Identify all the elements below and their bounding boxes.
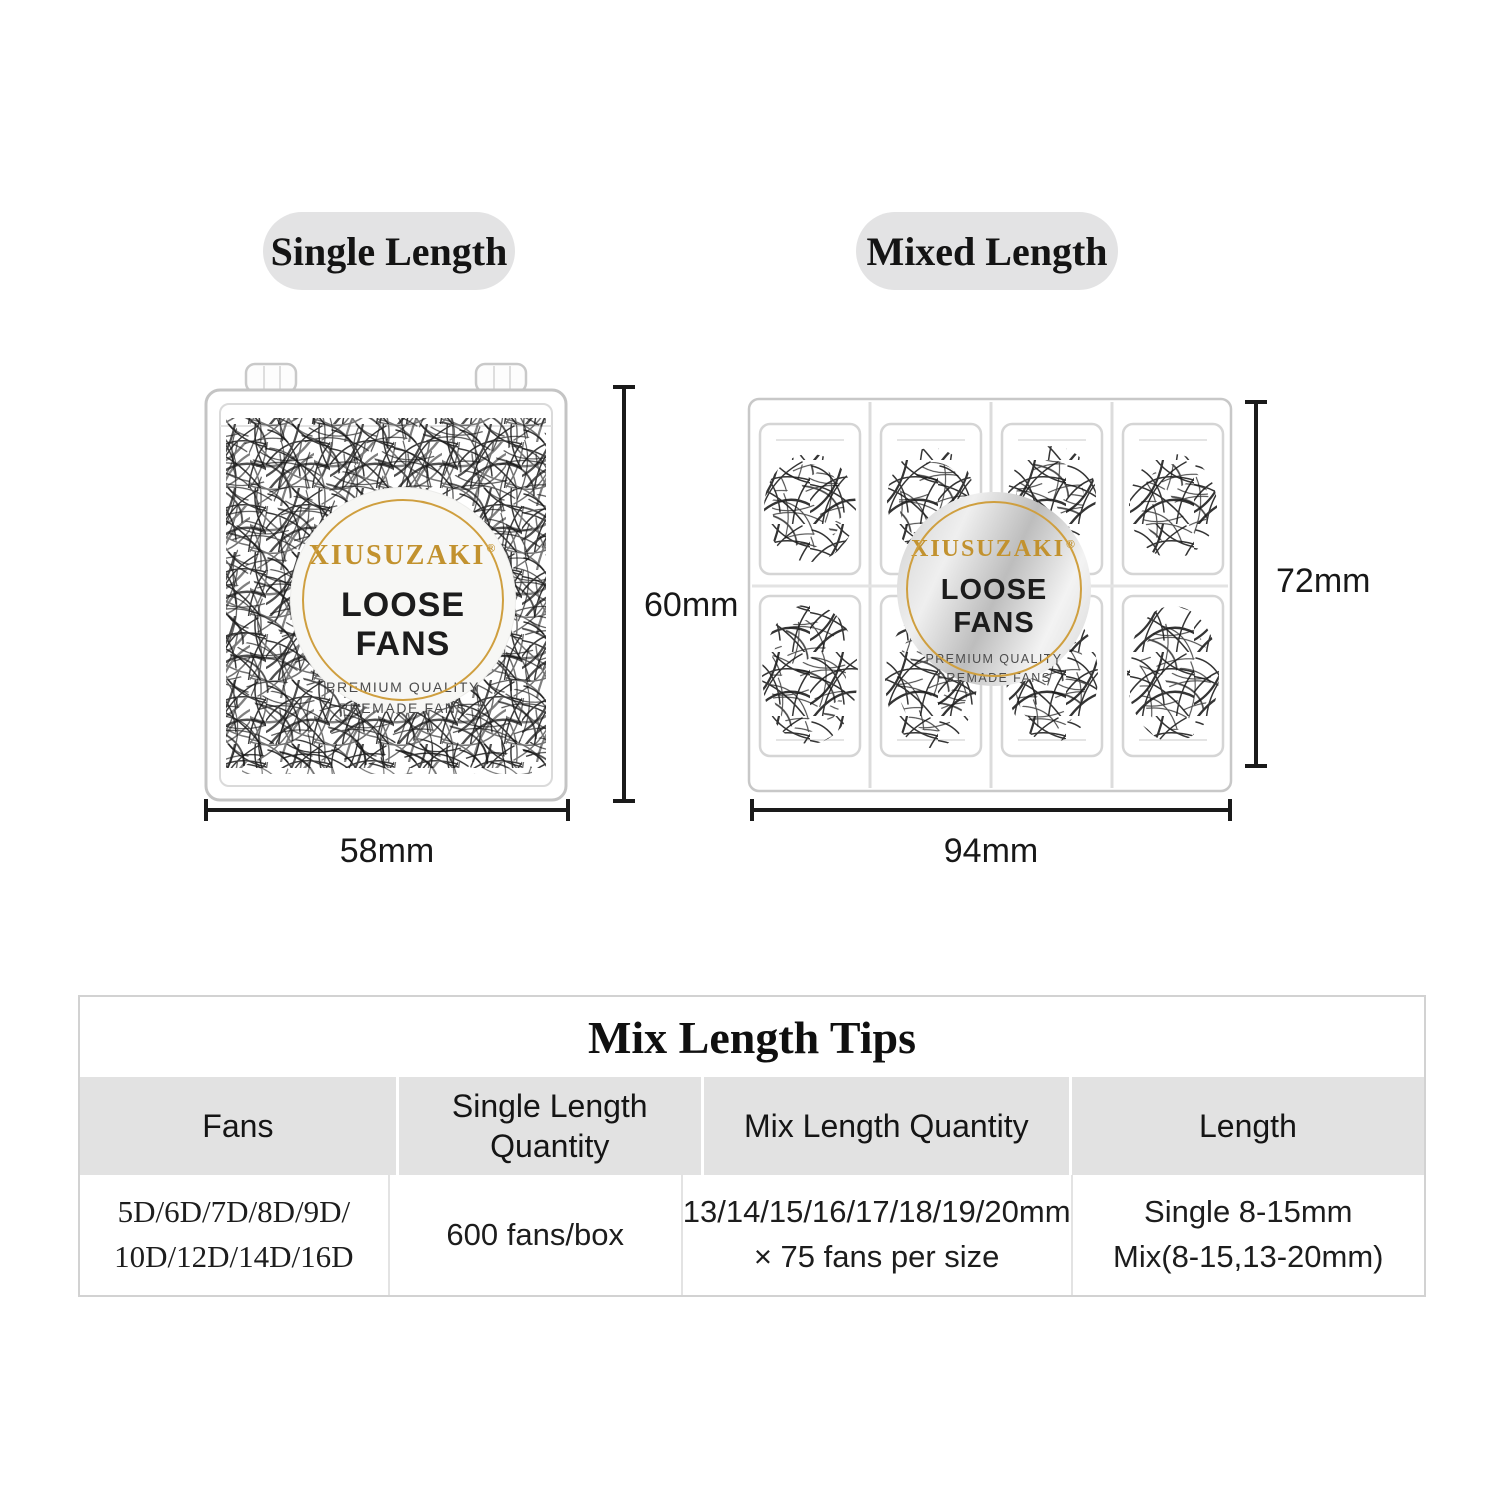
cell-length — [1071, 1175, 1424, 1295]
cell-mix-quantity-line2: × 75 fans per size — [753, 1239, 1000, 1274]
mix-length-tips-table — [78, 995, 1426, 1297]
box-hinge-icon — [246, 364, 526, 392]
cell-single-length-quantity — [388, 1175, 681, 1295]
badge-mixed-length: Mixed Length — [856, 212, 1118, 290]
brand-logo-text: XIUSUZAKI — [308, 540, 486, 571]
header-single-length-quantity: Single Length Quantity — [399, 1077, 701, 1175]
dimension-label-mixed-width: 94mm — [943, 832, 1039, 870]
dimension-label-single-width: 58mm — [339, 832, 435, 870]
product-label-single — [291, 488, 515, 716]
table-header-row — [80, 1077, 1424, 1175]
dimension-line-mixed-height — [1254, 400, 1258, 768]
cell-length-line1: Single 8-15mm — [1144, 1194, 1353, 1230]
cell-mix-quantity-line1: 13/14/15/16/17/18/19/20mm — [682, 1194, 1071, 1230]
registered-trademark-icon: ® — [486, 541, 498, 555]
product-label-mixed — [897, 492, 1091, 686]
brand-logo-text: XIUSUZAKI — [911, 536, 1066, 562]
product-name-text: LOOSE FANS — [340, 586, 466, 663]
product-name-text: LOOSE FANS — [940, 574, 1048, 639]
tagline-line2: PREMADE FANS — [936, 670, 1052, 685]
header-fans: Fans — [80, 1077, 396, 1175]
table-data-row — [80, 1175, 1424, 1295]
badge-single-length: Single Length — [263, 212, 515, 290]
registered-trademark-icon: ® — [1066, 537, 1077, 551]
cell-fans-line1: 5D/6D/7D/8D/9D/ — [117, 1194, 351, 1230]
tagline-line1: PREMIUM QUALITY — [326, 679, 480, 695]
cell-fans — [80, 1175, 388, 1295]
header-length: Length — [1072, 1077, 1424, 1175]
dimension-label-single-height: 60mm — [644, 586, 739, 624]
tagline-line2: PREMADE FANS — [338, 700, 468, 716]
dimension-line-single-width — [204, 808, 570, 812]
cell-mix-length-quantity — [681, 1175, 1071, 1295]
dimension-line-single-height — [622, 385, 626, 803]
tagline-line1: PREMIUM QUALITY — [925, 652, 1063, 666]
dimension-label-mixed-height: 72mm — [1276, 562, 1371, 600]
dimension-line-mixed-width — [750, 808, 1232, 812]
table-title: Mix Length Tips — [587, 1011, 917, 1063]
header-mix-length-quantity: Mix Length Quantity — [704, 1077, 1069, 1175]
cell-fans-line2: 10D/12D/14D/16D — [114, 1239, 354, 1274]
cell-single-length-quantity-value: 600 fans/box — [446, 1216, 624, 1252]
cell-length-line2: Mix(8-15,13-20mm) — [1113, 1239, 1384, 1274]
